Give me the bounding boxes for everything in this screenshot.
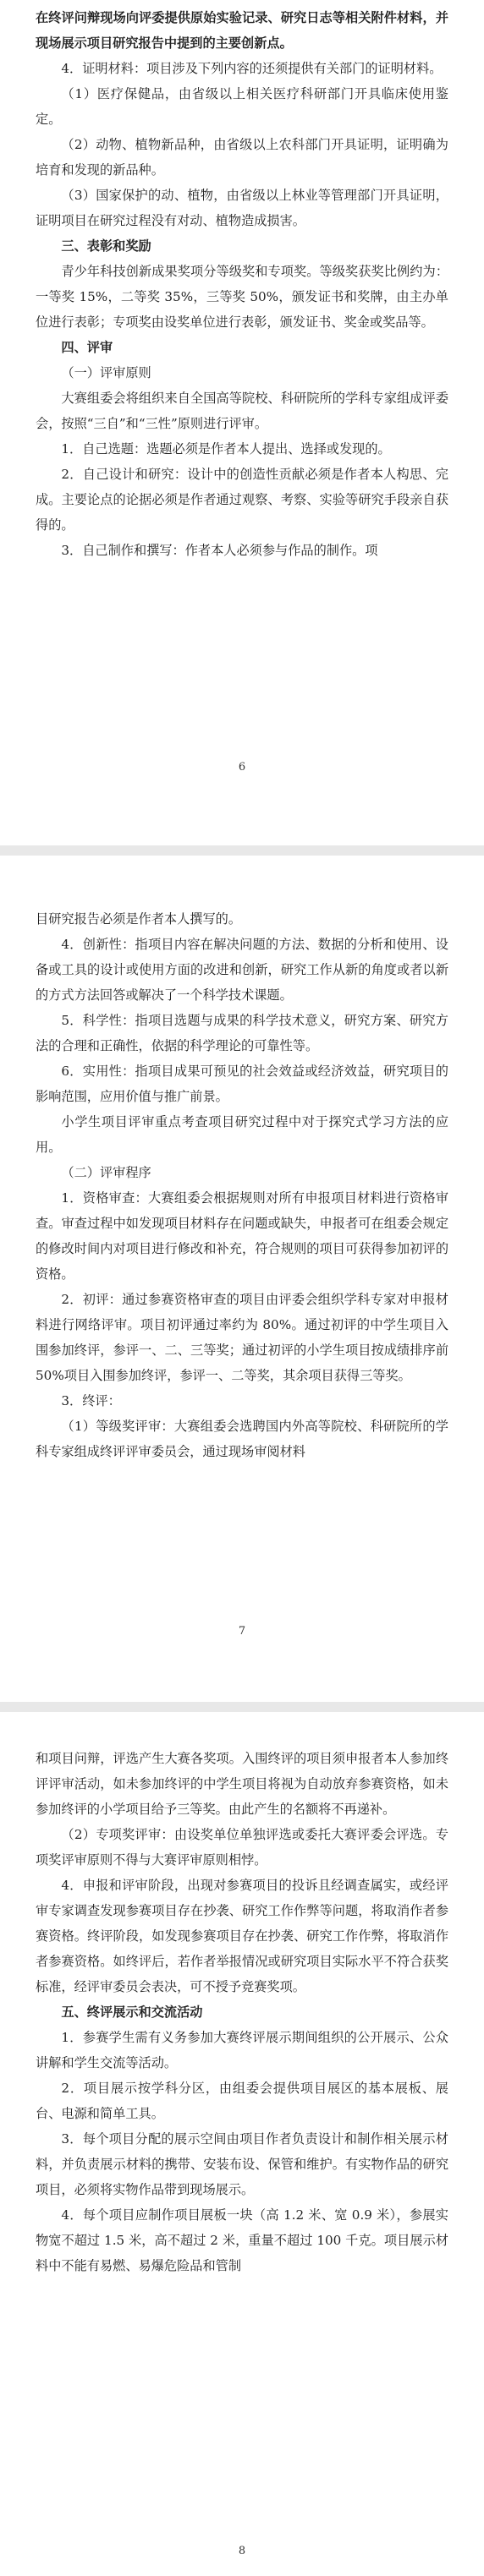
section-heading: 四、评审 (61, 340, 113, 355)
document-page-8 (0, 1712, 484, 2576)
paragraph: 3．每个项目分配的展示空间由项目作者负责设计和制作相关展示材料，并负责展示材料的携带、安装布设、保管和维护。有实物作品的研究项目，必须将实物作品带到现场展示。 (36, 2131, 448, 2197)
page-number: 6 (238, 761, 246, 774)
paragraph: 3．自己制作和撰写：作者本人必须参与作品的制作。项 (61, 543, 378, 558)
paragraph: 青少年科技创新成果奖项分等级奖和专项奖。等级奖获奖比例约为：一等奖 15%，二等奖 35%，三等奖 50%，颁发证书和奖牌，由主办单位进行表彰；专项奖由设奖单位进行表彰，颁发证书、奖金或奖品等。 (36, 264, 448, 330)
paragraph: 4．证明材料：项目涉及下列内容的还须提供有关部门的证明材料。 (61, 61, 443, 76)
paragraph: 在终评问辩现场向评委提供原始实验记录、研究日志等相关附件材料，并现场展示项目研究报告中提到的主要创新点。 (36, 10, 448, 51)
paragraph: 4．创新性：指项目内容在解决问题的方法、数据的分析和使用、设备或工具的设计或使用方面的改进和创新，研究工作从新的角度或者以新的方式方法回答或解决了一个科学技术课题。 (36, 937, 448, 1003)
document-page-7 (0, 856, 484, 1702)
paragraph: （3）国家保护的动、植物，由省级以上林业等管理部门开具证明，证明项目在研究过程没有对动、植物造成损害。 (36, 188, 448, 228)
paragraph: （2）动物、植物新品种，由省级以上农科部门开具证明，证明确为培育和发现的新品种。 (36, 137, 448, 178)
paragraph: 小学生项目评审重点考查项目研究过程中对于探究式学习方法的应用。 (36, 1114, 448, 1155)
paragraph: 3．终评： (61, 1393, 121, 1408)
paragraph: 大赛组委会将组织来自全国高等院校、科研院所的学科专家组成评委会，按照“三自”和“三性”原则进行评审。 (36, 391, 448, 431)
paragraph: 1．自己选题：选题必须是作者本人提出、选择或发现的。 (61, 441, 391, 457)
page-content (36, 856, 448, 1464)
paragraph: 6．实用性：指项目成果可预见的社会效益或经济效益，研究项目的影响范围，应用价值与推广前景。 (36, 1064, 448, 1104)
section-heading: 五、终评展示和交流活动 (61, 2004, 203, 2020)
paragraph: 1．资格审查：大赛组委会根据规则对所有申报项目材料进行资格审查。审查过程中如发现项目材料存在问题或缺失，申报者可在组委会规定的修改时间内对项目进行修改和补充，符合规则的项目可获得参加初评的资格。 (36, 1190, 448, 1282)
subsection-heading: （一）评审原则 (61, 365, 151, 380)
paragraph: 4．每个项目应制作项目展板一块（高 1.2 米、宽 0.9 米），参展实物宽不超过 1.5 米，高不超过 2 米，重量不超过 100 千克。项目展示材料中不能有易燃、易爆危险品和管制 (36, 2207, 448, 2273)
paragraph: 和项目问辩，评选产生大赛各奖项。入围终评的项目须申报者本人参加终评评审活动，如未参加终评的中学生项目将视为自动放弃参赛资格，如未参加终评的小学项目给予三等奖。由此产生的名额将不再递补。 (36, 1751, 448, 1817)
page-number: 7 (238, 1625, 246, 1638)
paragraph: （1）等级奖评审：大赛组委会选聘国内外高等院校、科研院所的学科专家组成终评评审委员会，通过现场审阅材料 (36, 1419, 448, 1459)
page-content (36, 0, 448, 563)
paragraph: 4．申报和评审阶段，出现对参赛项目的投诉且经调查属实，或经评审专家调查发现参赛项目存在抄袭、研究工作作弊等问题，将取消作者参赛资格。终评阶段，如发现参赛项目存在抄袭、研究工作作弊，将取消作者参赛资格。如终评后，若作者举报情况或研究项目实际水平不符合获奖标准，经评审委员会表决，可不授予竞赛奖项。 (36, 1878, 448, 1994)
paragraph: 5．科学性：指项目选题与成果的科学技术意义，研究方案、研究方法的合理和正确性，依据的科学理论的可靠性等。 (36, 1013, 448, 1053)
paragraph: 2．自己设计和研究：设计中的创造性贡献必须是作者本人构思、完成。主要论点的论据必须是作者通过观察、考察、实验等研究手段亲自获得的。 (36, 467, 448, 533)
paragraph: 2．项目展示按学科分区，由组委会提供项目展区的基本展板、展台、电源和简单工具。 (36, 2081, 448, 2121)
page-content (36, 1712, 448, 2278)
paragraph: 2．初评：通过参赛资格审查的项目由评委会组织学科专家对申报材料进行网络评审。项目初评通过率约为 80%。通过初评的中学生项目入围参加终评，参评一、二、三等奖；通过初评的小学生项目按成绩排序前 50%项目入围参加终评，参评一、二等奖，其余项目获得三等奖。 (36, 1292, 448, 1383)
document-page-6 (0, 0, 484, 845)
section-heading: 三、表彰和奖励 (61, 238, 151, 254)
paragraph: 目研究报告必须是作者本人撰写的。 (36, 911, 241, 927)
paragraph: 1．参赛学生需有义务参加大赛终评展示期间组织的公开展示、公众讲解和学生交流等活动。 (36, 2030, 448, 2070)
paragraph: （1）医疗保健品，由省级以上相关医疗科研部门开具临床使用鉴定。 (36, 86, 448, 127)
subsection-heading: （二）评审程序 (61, 1165, 151, 1180)
paragraph: （2）专项奖评审：由设奖单位单独评选或委托大赛评委会评选。专项奖评审原则不得与大赛评审原则相悖。 (36, 1827, 448, 1868)
page-number: 8 (238, 2545, 246, 2557)
